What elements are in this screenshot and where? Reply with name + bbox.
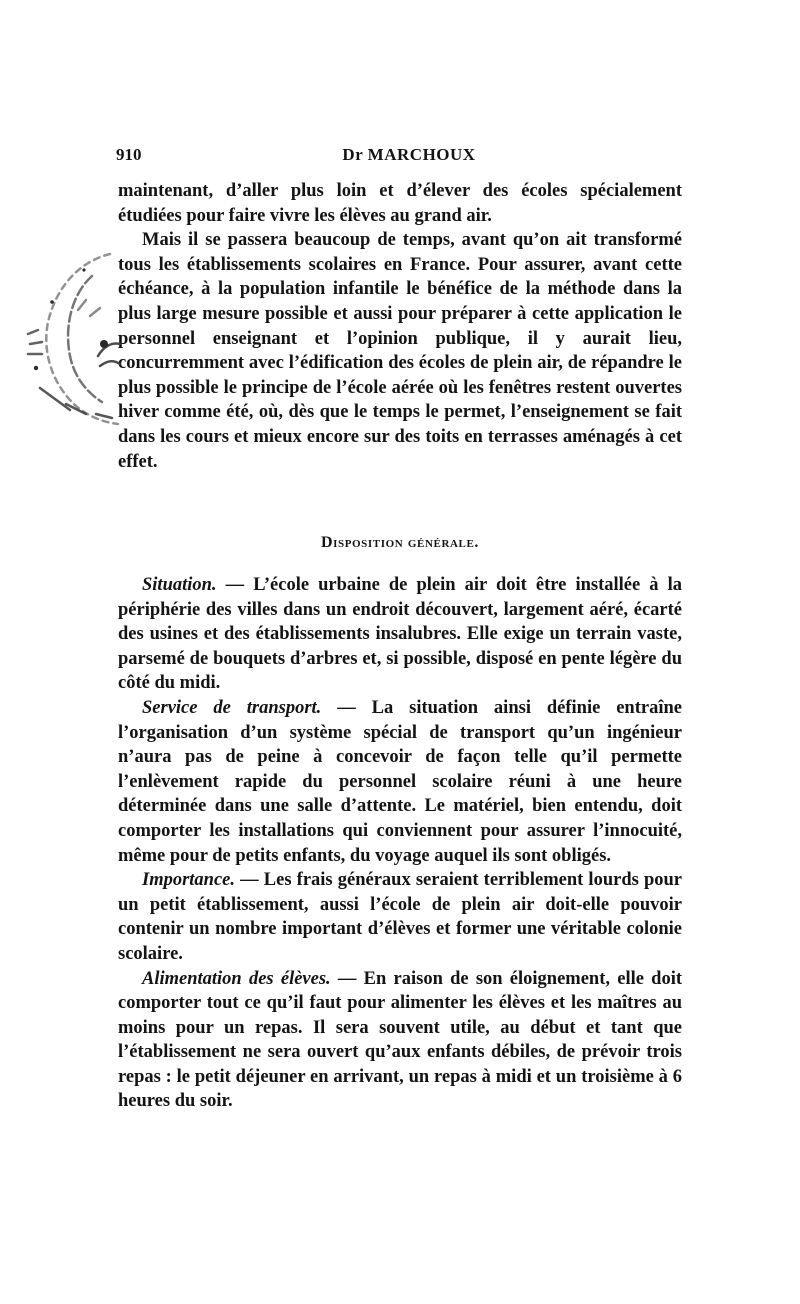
section-heading: Disposition générale. (320, 534, 480, 551)
runin-heading: Service de transport. (142, 697, 322, 718)
runin-heading: Importance. (142, 870, 236, 891)
paragraph-text: — En raison de son éloignement, elle doit comporter tout ce qu’il faut pour alimenter les élèves et les maîtres au moins pour un repas. Il sera souvent utile, au début et tant que l’établissement ne sera ouvert qu’aux enfants débiles, de prévoir trois repas : le petit déjeuner en arrivant, un repas à midi et un troisième à 6 heures du soir. (118, 968, 683, 1112)
runin-heading: Situation. (142, 575, 217, 595)
runin-heading: Alimentation des élèves. (142, 968, 331, 989)
paragraph-text: — La situation ainsi définie entraîne l’organisation d’un système spécial de transport qu’un ingénieur n’aura pas de peine à concevoir de façon telle qu’il permette l’enlèvement rapide du personnel scolaire réuni à une heure déterminée dans une salle d’attente. Le matériel, bien entendu, doit comporter les installations qui conviennent pour assurer l’innocuité, même pour de petits enfants, du voyage auquel ils sont obligés. (118, 697, 682, 866)
running-title: Dr MARCHOUX (342, 145, 476, 164)
intro-text (118, 179, 682, 474)
paragraph-situation (118, 573, 682, 696)
paragraph-continuation: maintenant, d’aller plus loin et d’élever des écoles spécialement étudiées pour faire vivre les élèves au grand air. (118, 181, 682, 226)
section-body (118, 573, 682, 1114)
paragraph-schools: Mais il se passera beaucoup de temps, avant qu’on ait transformé tous les établissements scolaires en France. Pour assurer, avant cette échéance, à la population infantile le bénéfice de la méthode dans la plus large mesure possible et aussi pour préparer à cette application le personnel enseignant et l’opinion publique, il y aurait lieu, concurremment avec l’édification des écoles de plein air, de répandre le plus possible le principe de l’école aérée où les fenêtres restent ouvertes hiver comme été, où, dès que le temps le permet, l’enseignement se fait dans les cours et mieux encore sur des toits en terrasses aménagés à cet effet. (118, 230, 682, 472)
paragraph-text: — Les frais généraux seraient terriblement lourds pour un petit établissement, aussi l’école de plein air doit-elle pouvoir contenir un nombre important d’élèves et former une véritable colonie scolaire. (118, 870, 682, 964)
page-number: 910 (116, 145, 142, 164)
paragraph-importance (118, 868, 682, 966)
paragraph-text: — L’école urbaine de plein air doit être installée à la périphérie des villes dans un endroit découvert, largement aéré, écarté des usines et des établissements insalubres. Elle exige un terrain vaste, parsemé de bouquets d’arbres et, si possible, disposé en pente légère du côté du midi. (118, 575, 682, 694)
paragraph-alimentation (118, 967, 682, 1115)
running-head (116, 145, 682, 169)
library-stamp-icon (18, 248, 126, 430)
paragraph-transport (118, 696, 682, 868)
